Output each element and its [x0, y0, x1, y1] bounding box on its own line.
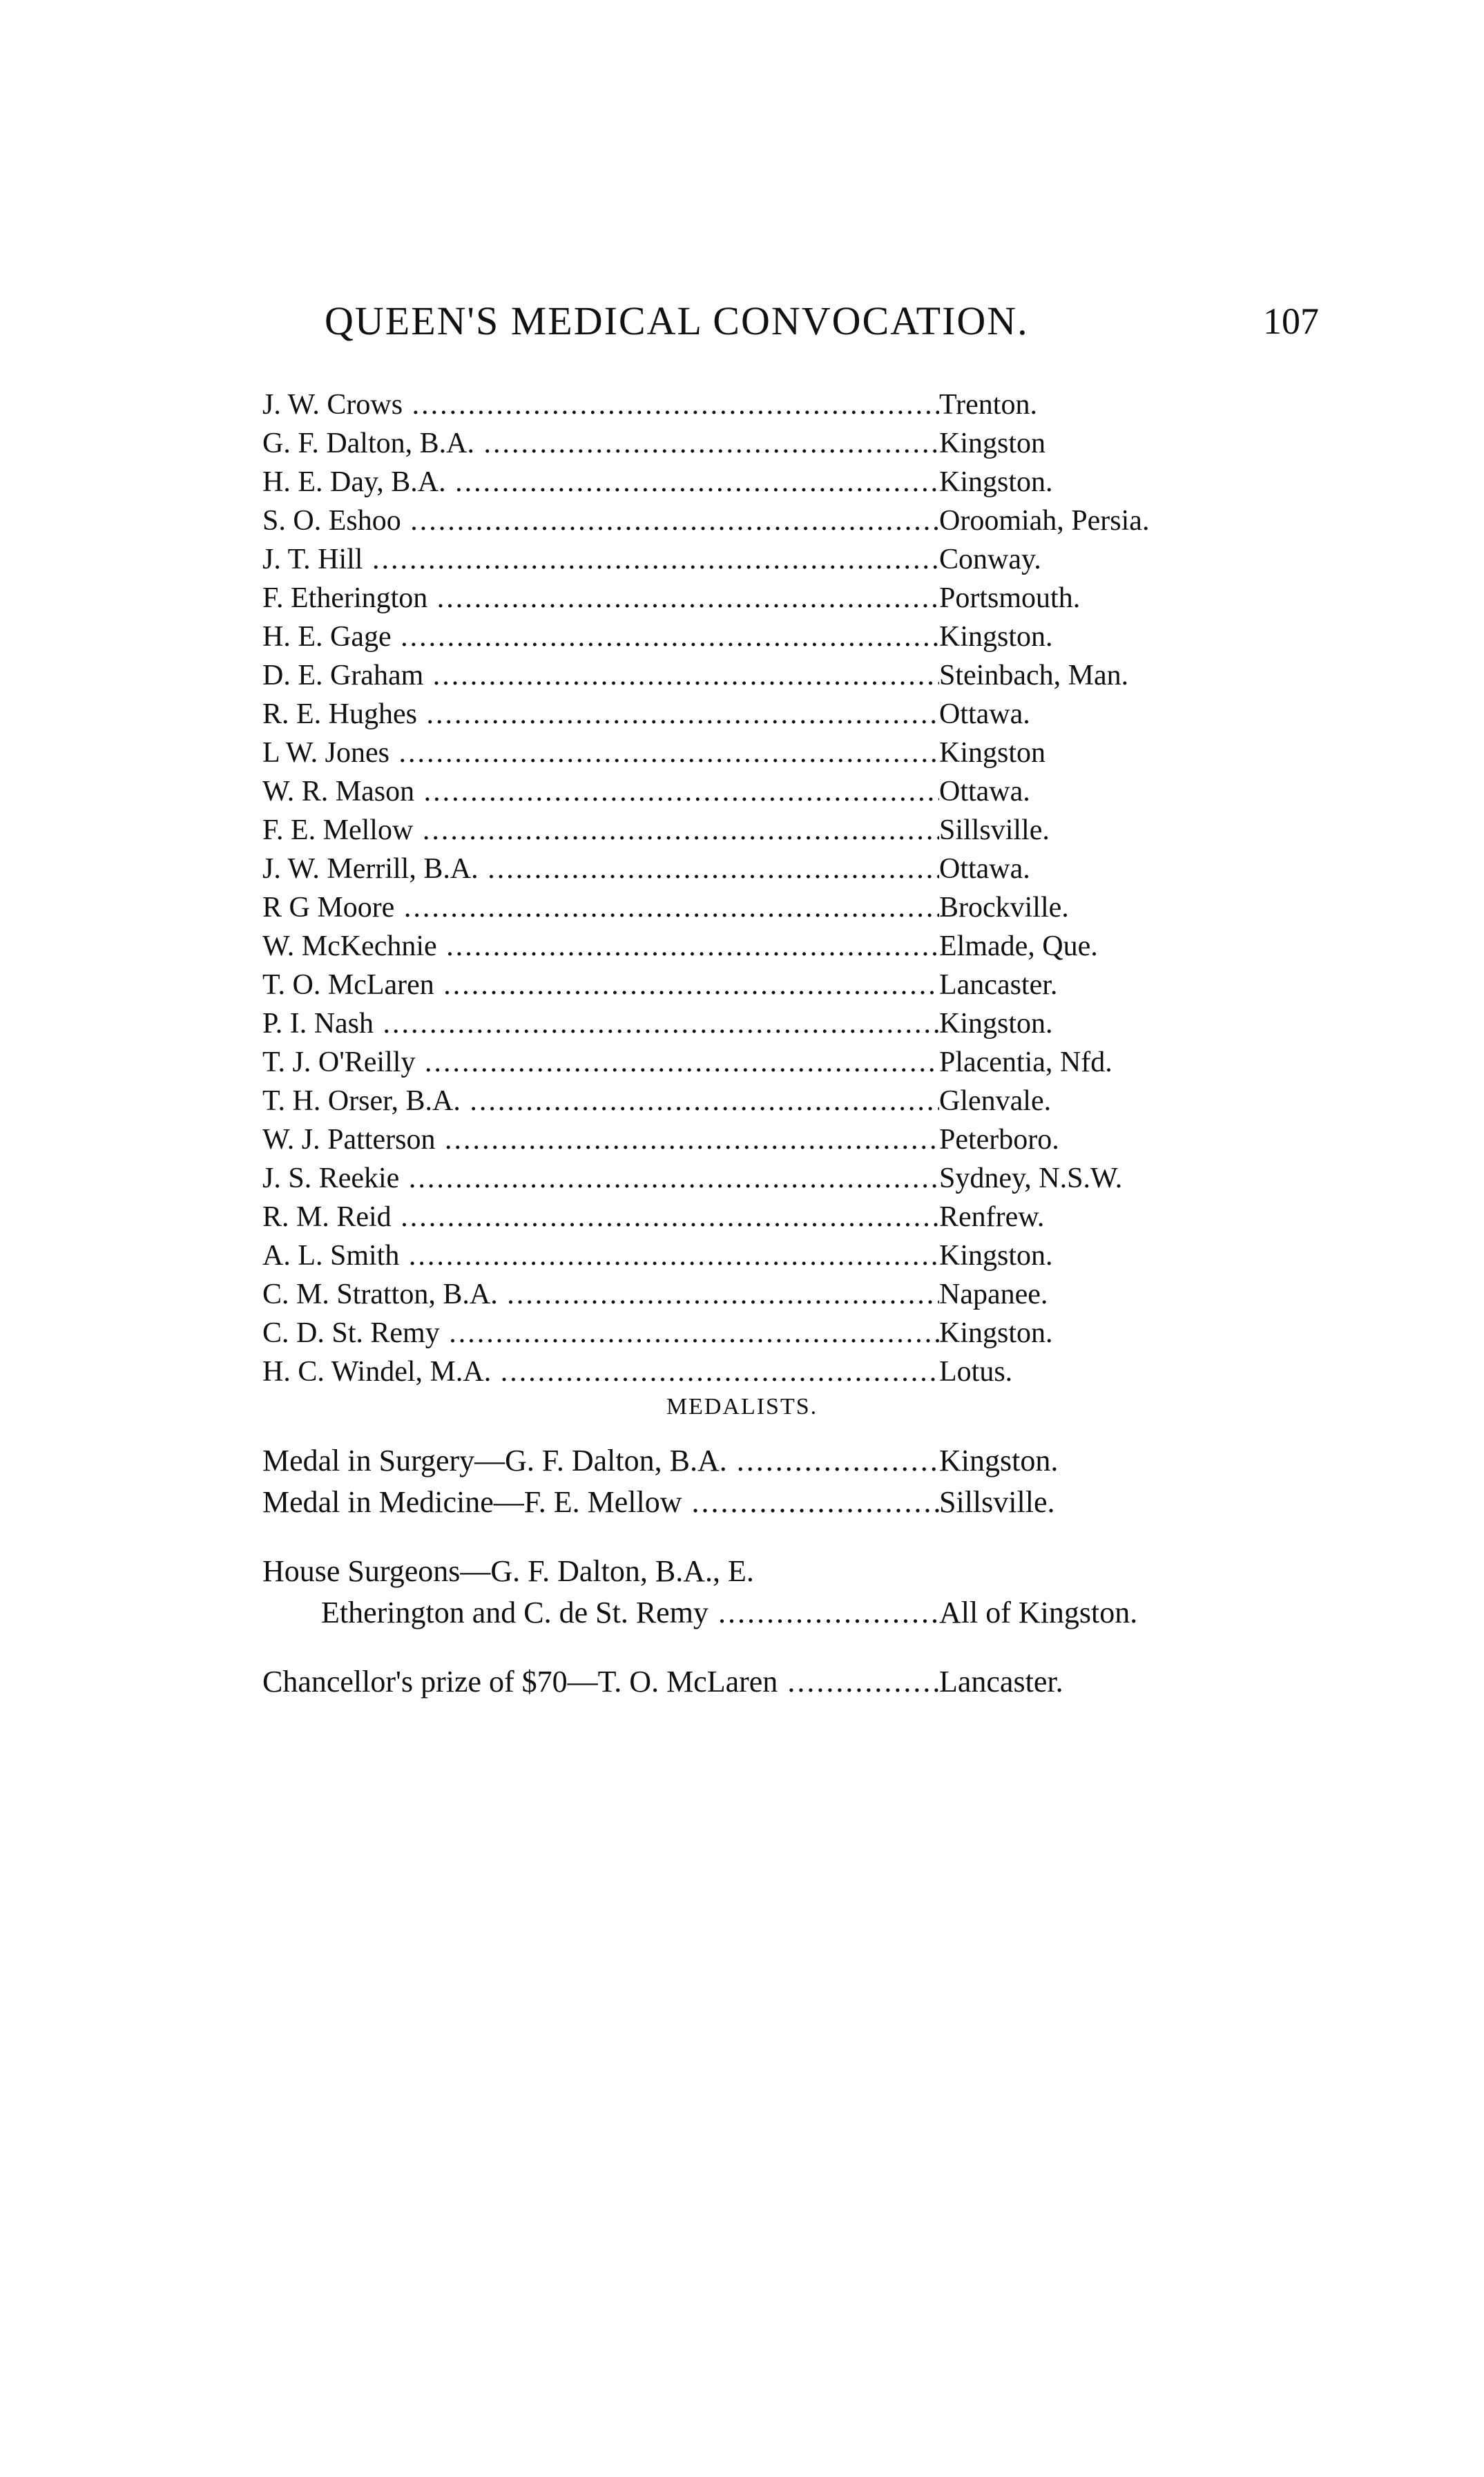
graduate-name: P. I. Nash .....: [262, 1004, 939, 1043]
graduate-name: D. E. Graham .....: [262, 656, 939, 695]
graduate-place: Kingston.: [939, 1317, 1053, 1349]
graduate-name: R G Moore .....: [262, 888, 939, 927]
graduate-name: C. M. Stratton, B.A. .....: [262, 1275, 939, 1314]
house-surgeons-line1: House Surgeons—G. F. Dalton, B.A., E.: [262, 1554, 754, 1588]
graduate-name: T. J. O'Reilly .....: [262, 1043, 939, 1082]
list-item: [262, 579, 1215, 618]
list-item: [262, 1082, 1215, 1120]
graduate-place: Napanee.: [939, 1279, 1048, 1310]
graduate-place: Lancaster.: [939, 969, 1058, 1001]
graduate-place: Oroomiah, Persia.: [939, 505, 1150, 537]
graduate-place: Ottawa.: [939, 853, 1030, 885]
chancellor-prize: [262, 1661, 1243, 1703]
award-description: Medal in Medicine—F. E. Mellow .....: [262, 1482, 939, 1523]
list-item: [262, 1314, 1215, 1352]
list-item: [262, 772, 1215, 811]
graduate-name: A. L. Smith .....: [262, 1236, 939, 1275]
graduate-place: Sillsville.: [939, 814, 1050, 846]
graduate-name: J. T. Hill .....: [262, 540, 939, 579]
graduate-place: Kingston.: [939, 1240, 1053, 1272]
page-number: 107: [1263, 300, 1319, 342]
graduate-place: Peterboro.: [939, 1124, 1059, 1156]
graduate-place: Kingston.: [939, 621, 1053, 653]
list-item: [262, 1236, 1215, 1275]
list-item: [262, 850, 1215, 888]
graduate-name: H. E. Day, B.A. .....: [262, 463, 939, 501]
graduate-name: S. O. Eshoo .....: [262, 501, 939, 540]
graduate-place: Ottawa.: [939, 776, 1030, 807]
list-item: [262, 695, 1215, 734]
house-surgeons-line2: [262, 1592, 1243, 1634]
award-place: Sillsville.: [939, 1485, 1055, 1519]
list-item: [262, 656, 1215, 695]
graduate-place: Lotus.: [939, 1356, 1013, 1388]
graduate-place: Trenton.: [939, 389, 1037, 421]
graduate-name: F. E. Mellow .....: [262, 811, 939, 850]
list-item: [262, 811, 1215, 850]
graduate-place: Elmade, Que.: [939, 930, 1098, 962]
list-item: [262, 966, 1215, 1004]
graduate-place: Kingston.: [939, 1008, 1053, 1040]
graduate-name: J. W. Merrill, B.A. .....: [262, 850, 939, 888]
graduate-list: [262, 385, 1215, 1391]
list-item: [262, 1159, 1215, 1198]
award-description: Etherington and C. de St. Remy .....: [321, 1592, 939, 1634]
medicine-medal: [262, 1482, 1243, 1523]
list-item: [262, 1004, 1215, 1043]
graduate-name: W. McKechnie .....: [262, 927, 939, 966]
list-item: [262, 927, 1215, 966]
graduate-place: Sydney, N.S.W.: [939, 1163, 1123, 1194]
graduate-name: J. W. Crows .....: [262, 385, 939, 424]
graduate-name: H. E. Gage .....: [262, 618, 939, 656]
graduate-place: Kingston: [939, 737, 1046, 769]
graduate-name: H. C. Windel, M.A. .....: [262, 1352, 939, 1391]
list-item: [262, 424, 1215, 463]
graduate-name: G. F. Dalton, B.A. .....: [262, 424, 939, 463]
page-header: [325, 294, 1319, 349]
award-place: All of Kingston.: [939, 1596, 1138, 1629]
award-place: Lancaster.: [939, 1665, 1063, 1699]
award-description: Chancellor's prize of $70—T. O. McLaren .....: [262, 1661, 939, 1703]
graduate-name: J. S. Reekie .....: [262, 1159, 939, 1198]
graduate-place: Renfrew.: [939, 1201, 1045, 1233]
graduate-name: W. R. Mason .....: [262, 772, 939, 811]
list-item: [262, 618, 1215, 656]
graduate-name: R. M. Reid .....: [262, 1198, 939, 1236]
list-item: [262, 734, 1215, 772]
graduate-place: Ottawa.: [939, 698, 1030, 730]
graduate-place: Placentia, Nfd.: [939, 1046, 1112, 1078]
list-item: [262, 1198, 1215, 1236]
graduate-place: Portsmouth.: [939, 582, 1081, 614]
list-item: [262, 463, 1215, 501]
list-item: [262, 501, 1215, 540]
graduate-place: Conway.: [939, 544, 1041, 575]
graduate-place: Steinbach, Man.: [939, 660, 1129, 691]
graduate-name: T. H. Orser, B.A. .....: [262, 1082, 939, 1120]
list-item: [262, 385, 1215, 424]
graduate-place: Kingston.: [939, 466, 1053, 498]
graduate-name: L W. Jones .....: [262, 734, 939, 772]
list-item: [262, 540, 1215, 579]
graduate-place: Kingston: [939, 428, 1046, 459]
graduate-name: C. D. St. Remy .....: [262, 1314, 939, 1352]
graduate-place: Glenvale.: [939, 1085, 1052, 1117]
list-item: [262, 1120, 1215, 1159]
list-item: [262, 1352, 1215, 1391]
graduate-place: Brockville.: [939, 892, 1069, 924]
award-description: Medal in Surgery—G. F. Dalton, B.A. .....: [262, 1440, 939, 1482]
graduate-name: T. O. McLaren .....: [262, 966, 939, 1004]
graduate-name: R. E. Hughes .....: [262, 695, 939, 734]
awards-section: [262, 1440, 1243, 1703]
list-item: [262, 1043, 1215, 1082]
running-title: QUEEN'S MEDICAL CONVOCATION.: [325, 298, 1029, 343]
graduate-name: F. Etherington .....: [262, 579, 939, 618]
surgery-medal: [262, 1440, 1243, 1482]
list-item: [262, 1275, 1215, 1314]
list-item: [262, 888, 1215, 927]
medalists-heading: MEDALISTS.: [666, 1394, 818, 1419]
award-place: Kingston.: [939, 1444, 1059, 1477]
graduate-name: W. J. Patterson .....: [262, 1120, 939, 1159]
